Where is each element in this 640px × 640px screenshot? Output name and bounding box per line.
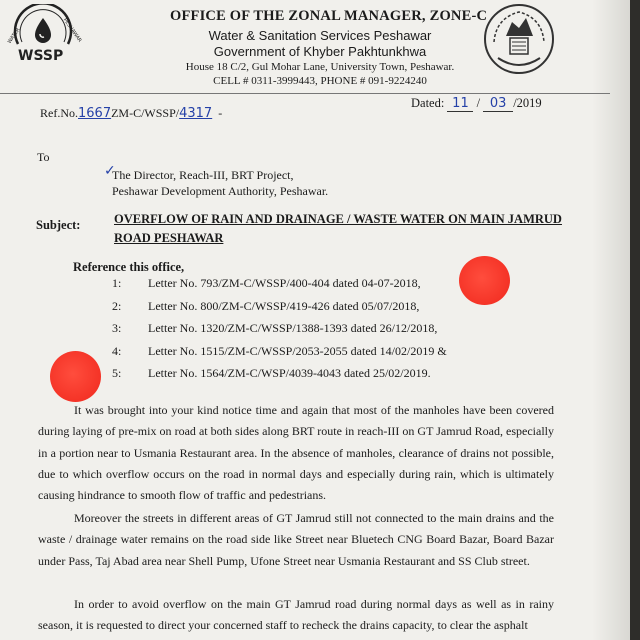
reference-heading: Reference this office, bbox=[73, 260, 185, 274]
logo-text: WSSP bbox=[18, 48, 64, 64]
body-paragraph-2: Moreover the streets in different areas of GT Jamrud still not connected to the main drains and the waste / drainage water remains on the road side like Street near Bluetech CNG Board Bazar, Board Bazar under Pass, Taj Abad area near Shell Pump, Ufone Street near Usmania Restaurant and SS Club street. bbox=[38, 511, 554, 568]
svg-text:WATER: WATER bbox=[6, 27, 22, 45]
subject-label: Subject: bbox=[36, 218, 81, 232]
check-mark-icon: ✓ bbox=[104, 163, 116, 179]
body-paragraph-1: It was brought into your kind notice time and again that most of the manholes have been covered during laying of pre-mix on road at both sides along BRT route in reach-III on GT Jamrud Road, especially in a portion near to Usmania Restaurant area. In the absence of manholes, clearance of drains not possible, due to which overflow occurs on the road in normal days and especially during rain, which is ultimately causing hindrance to smooth flow of traffic and pedestrians. bbox=[38, 403, 554, 503]
addressee-line-1: The Director, Reach-III, BRT Project, bbox=[112, 168, 294, 182]
svg-text:PESHAWAR: PESHAWAR bbox=[61, 17, 82, 44]
to-label: To bbox=[37, 150, 50, 164]
redaction-dot bbox=[459, 256, 510, 305]
wssp-logo bbox=[4, 4, 82, 68]
government-name: Government of Khyber Pakhtunkhwa bbox=[213, 44, 427, 59]
letter-page: WATER PESHAWAR WSSP OFFICE OF THE ZONAL MANAGER, ZONE-C Water & Sanitation Services Peshawar Government of Khyber Pakhtunkhwa House 18 C/2, Gul Mohar Lane, University Town, Peshawar. CELL # 0311-3999443, PHONE # 091-9224240 Ref.No.1667ZM-C/WSSP/4317 - Dated: 11 / 03 /2019 To ✓ The Director, Reach-III, BRT Project, Peshawar Development Authority, Peshawar. Subject: OVERFLOW OF RAIN AND DRAINAGE / WASTE WATER ON MAIN JAMRUD ROAD PESHAWAR Reference this office, 1: Letter No. 793/ZM-C/WSSP/400-404 dated 04-07-2018, 2: Letter No. 800/ZM-C/WSSP/419-426 dated 05/07/2018, 3: Letter No. 1320/ZM-C/WSSP/1388-1393 dated 26/12/2018, 4: Letter No. 1515/ZM-C/WSSP/2053-2055 dated 14/02/2019 & 5: Letter No. 1564/ZM-C/WSP/4039-4043 dated 25/02/2019. It was brought into your kind notice time and again that most of the manholes have been covered during laying of pre-mix on road at both sides along BRT route in reach-III on GT Jamrud Road, especially in a portion near to Usmania Restaurant area. In the absence of manholes, clearance of drains not possible, due to which overflow occurs on the road in normal days and especially during rain, which is ultimately causing hindrance to smooth flow of traffic and pedestrians. Moreover the streets in different areas of GT Jamrud still not connected to the main drains and the waste / drainage water remains on the road side like Street near Bluetech CNG Board Bazar, Board Bazar under Pass, Taj Abad area near Shell Pump, Ufone Street near Usmania Restaurant and SS Club street. In order to avoid overflow on the main GT Jamrud road during normal days as well as in rainy season, it is requested to direct your concerned staff to recheck the drains capacity, to clear the asphalt bbox=[0, 0, 640, 640]
kp-emblem bbox=[482, 2, 556, 76]
office-address: House 18 C/2, Gul Mohar Lane, University Town, Peshawar. bbox=[185, 61, 455, 73]
reference-number: Ref.No.1667ZM-C/WSSP/4317 - bbox=[40, 106, 223, 121]
office-title: OFFICE OF THE ZONAL MANAGER, ZONE-C bbox=[170, 8, 488, 24]
redaction-dot bbox=[50, 351, 101, 402]
page-edge bbox=[630, 0, 640, 640]
department-name: Water & Sanitation Services Peshawar bbox=[208, 28, 432, 43]
addressee-line-2: Peshawar Development Authority, Peshawar. bbox=[112, 184, 329, 198]
date-line: Dated: 11 / 03 /2019 bbox=[411, 96, 542, 111]
office-contact: CELL # 0311-3999443, PHONE # 091-9224240 bbox=[213, 75, 427, 87]
body-paragraph-3: In order to avoid overflow on the main GT Jamrud road during normal days as well as in rainy season, it is requested to direct your concerned staff to recheck the drains capacity, to clear the asphalt bbox=[38, 597, 554, 633]
subject-text: OVERFLOW OF RAIN AND DRAINAGE / WASTE WATER ON MAIN JAMRUD ROAD PESHAWAR bbox=[114, 212, 562, 245]
header-divider bbox=[0, 93, 610, 94]
